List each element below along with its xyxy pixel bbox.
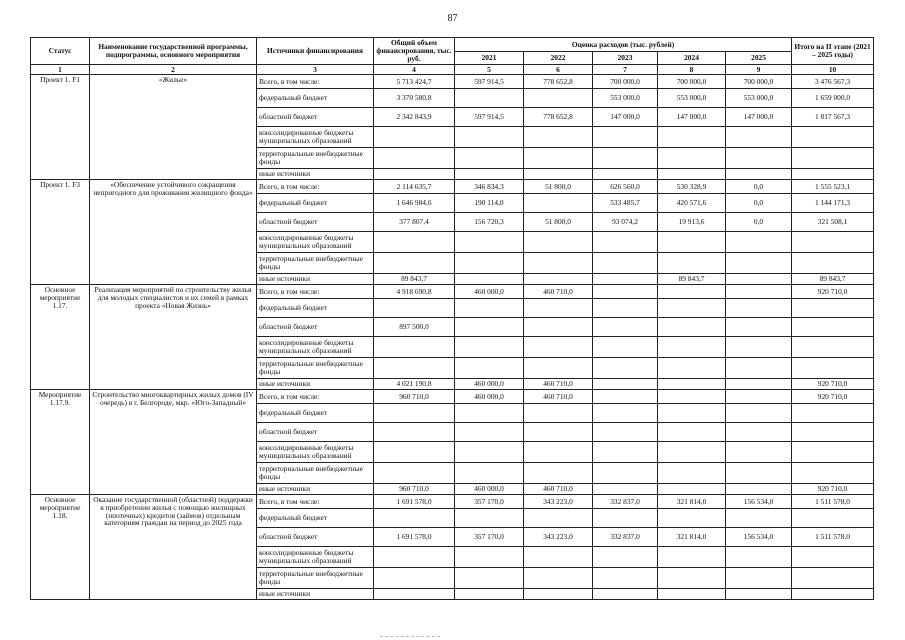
row-status: Основное мероприятие 1.17.	[31, 285, 90, 390]
amount-cell: 553 000,0	[593, 89, 658, 108]
funding-source: иные источники	[257, 274, 374, 285]
funding-source: консолидированные бюджеты муниципальных образований	[257, 127, 374, 148]
amount-cell: 2 342 843,9	[374, 108, 455, 127]
amount-cell	[593, 274, 658, 285]
amount-cell	[658, 232, 726, 253]
amount-cell	[524, 547, 593, 568]
amount-cell	[455, 318, 524, 337]
amount-cell	[524, 358, 593, 379]
amount-cell	[726, 274, 792, 285]
table-row	[31, 75, 874, 89]
funding-source: федеральный бюджет	[257, 299, 374, 318]
amount-cell: 897 500,0	[374, 318, 455, 337]
row-status: Мероприятие 1.17.9.	[31, 390, 90, 495]
amount-cell: 19 913,6	[658, 213, 726, 232]
amount-cell: 920 710,0	[792, 379, 874, 390]
header-year: 2021	[455, 52, 524, 65]
amount-cell	[524, 274, 593, 285]
amount-cell	[792, 148, 874, 169]
amount-cell: 700 000,0	[726, 75, 792, 89]
amount-cell: 460 710,0	[524, 390, 593, 404]
table-row	[31, 180, 874, 194]
funding-source: Всего, в том числе:	[257, 75, 374, 89]
column-number: 8	[658, 65, 726, 75]
amount-cell	[593, 318, 658, 337]
funding-source: Всего, в том числе:	[257, 495, 374, 509]
amount-cell	[792, 568, 874, 589]
funding-source: областной бюджет	[257, 423, 374, 442]
amount-cell	[374, 169, 455, 180]
funding-source: Всего, в том числе:	[257, 390, 374, 404]
amount-cell	[726, 442, 792, 463]
header-estimate: Оценка расходов (тыс. рублей)	[455, 38, 792, 52]
amount-cell	[658, 148, 726, 169]
column-number: 7	[593, 65, 658, 75]
amount-cell: 460 710,0	[524, 285, 593, 299]
amount-cell	[726, 299, 792, 318]
amount-cell: 190 114,0	[455, 194, 524, 213]
amount-cell: 1 691 578,0	[374, 495, 455, 509]
funding-source: консолидированные бюджеты муниципальных образований	[257, 337, 374, 358]
funding-source: иные источники	[257, 589, 374, 600]
amount-cell	[524, 148, 593, 169]
header-sources: Источники финансирования	[257, 38, 374, 65]
amount-cell: 343 223,0	[524, 528, 593, 547]
amount-cell: 700 000,0	[658, 75, 726, 89]
amount-cell	[374, 589, 455, 600]
amount-cell	[792, 169, 874, 180]
amount-cell: 4 918 690,8	[374, 285, 455, 299]
table-row	[31, 285, 874, 299]
amount-cell	[726, 337, 792, 358]
amount-cell: 1 555 523,1	[792, 180, 874, 194]
amount-cell	[374, 463, 455, 484]
funding-source: федеральный бюджет	[257, 509, 374, 528]
amount-cell	[593, 148, 658, 169]
amount-cell: 332 837,0	[593, 495, 658, 509]
amount-cell	[726, 285, 792, 299]
amount-cell	[792, 547, 874, 568]
amount-cell	[658, 509, 726, 528]
amount-cell	[658, 547, 726, 568]
amount-cell	[726, 463, 792, 484]
amount-cell	[658, 463, 726, 484]
amount-cell: 920 710,0	[792, 484, 874, 495]
amount-cell	[593, 299, 658, 318]
amount-cell	[593, 589, 658, 600]
amount-cell	[726, 379, 792, 390]
amount-cell	[792, 404, 874, 423]
amount-cell: 1 659 000,0	[792, 89, 874, 108]
amount-cell: 960 710,0	[374, 484, 455, 495]
amount-cell	[658, 253, 726, 274]
column-number: 10	[792, 65, 874, 75]
amount-cell: 93 074,2	[593, 213, 658, 232]
amount-cell	[658, 390, 726, 404]
amount-cell	[524, 232, 593, 253]
amount-cell: 321 814,0	[658, 495, 726, 509]
amount-cell: 626 560,0	[593, 180, 658, 194]
funding-source: территориальные внебюджетные фонды	[257, 463, 374, 484]
amount-cell: 3 370 580,8	[374, 89, 455, 108]
amount-cell: 1 144 171,3	[792, 194, 874, 213]
amount-cell: 89 843,7	[658, 274, 726, 285]
amount-cell	[726, 589, 792, 600]
amount-cell: 920 710,0	[792, 285, 874, 299]
funding-source: территориальные внебюджетные фонды	[257, 253, 374, 274]
amount-cell	[792, 127, 874, 148]
column-number: 9	[726, 65, 792, 75]
amount-cell	[374, 127, 455, 148]
amount-cell	[593, 253, 658, 274]
amount-cell	[455, 127, 524, 148]
amount-cell: 778 652,8	[524, 75, 593, 89]
column-number-row	[31, 65, 874, 75]
amount-cell	[524, 299, 593, 318]
funding-source: областной бюджет	[257, 528, 374, 547]
amount-cell	[374, 337, 455, 358]
amount-cell	[374, 423, 455, 442]
funding-source: областной бюджет	[257, 213, 374, 232]
table-row	[31, 495, 874, 509]
amount-cell	[658, 379, 726, 390]
amount-cell: 700 000,0	[593, 75, 658, 89]
amount-cell: 0,0	[726, 194, 792, 213]
row-program-name: Оказание государственной (областной) поддержки в приобретении жилья с помощью жилищных (ипотечных) кредитов (займов) отдельным категориям граждан на период до 2025 года	[90, 495, 257, 600]
amount-cell: 778 652,8	[524, 108, 593, 127]
funding-source: территориальные внебюджетные фонды	[257, 358, 374, 379]
amount-cell	[792, 423, 874, 442]
amount-cell	[658, 484, 726, 495]
row-status: Проект 1. F1	[31, 75, 90, 180]
amount-cell	[455, 299, 524, 318]
amount-cell	[524, 169, 593, 180]
amount-cell: 51 800,0	[524, 180, 593, 194]
amount-cell	[593, 390, 658, 404]
amount-cell	[455, 148, 524, 169]
amount-cell: 89 843,7	[374, 274, 455, 285]
header-year: 2025	[726, 52, 792, 65]
amount-cell: 920 710,0	[792, 390, 874, 404]
header-name: Наименование государственной программы, подпрограммы, основного мероприятия	[90, 38, 257, 65]
amount-cell	[524, 463, 593, 484]
table-row	[31, 390, 874, 404]
amount-cell: 147 000,0	[593, 108, 658, 127]
amount-cell: 597 914,5	[455, 75, 524, 89]
amount-cell	[726, 358, 792, 379]
amount-cell	[524, 589, 593, 600]
table-body	[31, 75, 874, 600]
header-total: Общий объем финансирования, тыс. руб.	[374, 38, 455, 65]
column-number: 6	[524, 65, 593, 75]
amount-cell	[374, 509, 455, 528]
amount-cell: 1 646 984,6	[374, 194, 455, 213]
amount-cell	[455, 547, 524, 568]
amount-cell: 597 914,5	[455, 108, 524, 127]
funding-source: Всего, в том числе:	[257, 180, 374, 194]
amount-cell	[792, 442, 874, 463]
amount-cell	[792, 358, 874, 379]
amount-cell	[455, 358, 524, 379]
amount-cell: 1 691 578,0	[374, 528, 455, 547]
amount-cell	[658, 358, 726, 379]
row-program-name: Строительство многоквартирных жилых домов (IV очередь) в г. Белгороде, мкр. «Юго-Западный»	[90, 390, 257, 495]
amount-cell	[374, 253, 455, 274]
amount-cell	[455, 169, 524, 180]
amount-cell	[593, 358, 658, 379]
amount-cell: 357 170,0	[455, 528, 524, 547]
amount-cell	[658, 318, 726, 337]
amount-cell: 2 114 635,7	[374, 180, 455, 194]
header-year: 2024	[658, 52, 726, 65]
amount-cell	[374, 299, 455, 318]
amount-cell	[726, 390, 792, 404]
amount-cell	[792, 232, 874, 253]
amount-cell	[524, 194, 593, 213]
amount-cell	[726, 127, 792, 148]
funding-source: федеральный бюджет	[257, 194, 374, 213]
amount-cell: 332 837,0	[593, 528, 658, 547]
amount-cell	[726, 148, 792, 169]
amount-cell	[374, 358, 455, 379]
amount-cell	[792, 509, 874, 528]
row-status: Проект 1. F3	[31, 180, 90, 285]
amount-cell	[593, 379, 658, 390]
amount-cell: 156 534,0	[726, 495, 792, 509]
header-stage-total: Итого на II этапе (2021 – 2025 годы)	[792, 38, 874, 65]
amount-cell: 51 800,0	[524, 213, 593, 232]
amount-cell: 553 000,0	[726, 89, 792, 108]
amount-cell	[593, 484, 658, 495]
amount-cell	[374, 404, 455, 423]
funding-source: областной бюджет	[257, 108, 374, 127]
amount-cell	[455, 442, 524, 463]
amount-cell	[726, 509, 792, 528]
amount-cell	[374, 547, 455, 568]
amount-cell	[524, 423, 593, 442]
amount-cell: 156 534,0	[726, 528, 792, 547]
amount-cell	[524, 253, 593, 274]
amount-cell	[726, 169, 792, 180]
amount-cell	[455, 253, 524, 274]
amount-cell: 530 328,9	[658, 180, 726, 194]
bottom-divider	[380, 636, 440, 638]
amount-cell	[455, 404, 524, 423]
amount-cell: 533 485,7	[593, 194, 658, 213]
funding-source: федеральный бюджет	[257, 89, 374, 108]
amount-cell: 0,0	[726, 180, 792, 194]
amount-cell	[593, 547, 658, 568]
amount-cell	[658, 299, 726, 318]
funding-source: иные источники	[257, 169, 374, 180]
header-year: 2022	[524, 52, 593, 65]
amount-cell	[726, 423, 792, 442]
funding-source: консолидированные бюджеты муниципальных образований	[257, 232, 374, 253]
amount-cell: 1 511 578,0	[792, 528, 874, 547]
amount-cell	[792, 318, 874, 337]
column-number: 1	[31, 65, 90, 75]
amount-cell	[455, 89, 524, 108]
amount-cell	[792, 589, 874, 600]
amount-cell: 147 000,0	[658, 108, 726, 127]
amount-cell	[455, 509, 524, 528]
amount-cell	[658, 589, 726, 600]
amount-cell	[374, 442, 455, 463]
amount-cell: 960 710,0	[374, 390, 455, 404]
amount-cell	[726, 484, 792, 495]
amount-cell	[593, 463, 658, 484]
column-number: 5	[455, 65, 524, 75]
amount-cell	[593, 442, 658, 463]
amount-cell	[792, 337, 874, 358]
amount-cell	[524, 89, 593, 108]
amount-cell	[593, 423, 658, 442]
amount-cell	[455, 463, 524, 484]
amount-cell	[593, 232, 658, 253]
amount-cell	[726, 232, 792, 253]
amount-cell	[792, 463, 874, 484]
funding-source: консолидированные бюджеты муниципальных образований	[257, 547, 374, 568]
amount-cell	[374, 232, 455, 253]
amount-cell: 460 000,0	[455, 484, 524, 495]
amount-cell	[524, 127, 593, 148]
amount-cell: 156 720,3	[455, 213, 524, 232]
column-number: 4	[374, 65, 455, 75]
amount-cell: 460 000,0	[455, 390, 524, 404]
amount-cell	[524, 509, 593, 528]
amount-cell	[374, 568, 455, 589]
amount-cell: 377 807,4	[374, 213, 455, 232]
amount-cell: 343 223,0	[524, 495, 593, 509]
amount-cell: 553 000,0	[658, 89, 726, 108]
page-number: 87	[447, 13, 458, 24]
amount-cell: 460 710,0	[524, 484, 593, 495]
amount-cell: 460 000,0	[455, 285, 524, 299]
amount-cell	[593, 404, 658, 423]
column-number: 3	[257, 65, 374, 75]
amount-cell: 147 000,0	[726, 108, 792, 127]
amount-cell	[593, 285, 658, 299]
budget-table	[30, 37, 874, 600]
amount-cell	[792, 253, 874, 274]
row-program-name: Реализация мероприятий по строительству жилья для молодых специалистов и их семей в рамках проекта «Новая Жизнь»	[90, 285, 257, 390]
amount-cell: 460 000,0	[455, 379, 524, 390]
amount-cell	[374, 148, 455, 169]
amount-cell	[792, 299, 874, 318]
amount-cell: 460 710,0	[524, 379, 593, 390]
amount-cell: 4 021 190,8	[374, 379, 455, 390]
amount-cell	[455, 423, 524, 442]
funding-source: иные источники	[257, 484, 374, 495]
row-program-name: «Жилье»	[90, 75, 257, 180]
amount-cell: 89 843,7	[792, 274, 874, 285]
funding-source: областной бюджет	[257, 318, 374, 337]
amount-cell: 346 834,3	[455, 180, 524, 194]
amount-cell	[658, 442, 726, 463]
amount-cell	[658, 169, 726, 180]
amount-cell	[593, 127, 658, 148]
amount-cell	[726, 568, 792, 589]
amount-cell	[455, 274, 524, 285]
funding-source: федеральный бюджет	[257, 404, 374, 423]
amount-cell	[524, 568, 593, 589]
amount-cell: 1 511 578,0	[792, 495, 874, 509]
amount-cell	[658, 423, 726, 442]
header-year: 2023	[593, 52, 658, 65]
amount-cell	[455, 337, 524, 358]
amount-cell	[593, 337, 658, 358]
amount-cell	[524, 442, 593, 463]
column-number: 2	[90, 65, 257, 75]
amount-cell	[455, 232, 524, 253]
amount-cell	[593, 509, 658, 528]
amount-cell	[726, 404, 792, 423]
amount-cell	[524, 318, 593, 337]
funding-source: консолидированные бюджеты муниципальных образований	[257, 442, 374, 463]
amount-cell	[524, 337, 593, 358]
funding-source: территориальные внебюджетные фонды	[257, 148, 374, 169]
amount-cell	[455, 568, 524, 589]
amount-cell: 357 170,0	[455, 495, 524, 509]
funding-source: иные источники	[257, 379, 374, 390]
amount-cell: 321 814,0	[658, 528, 726, 547]
amount-cell	[658, 568, 726, 589]
amount-cell	[658, 337, 726, 358]
funding-source: Всего, в том числе:	[257, 285, 374, 299]
amount-cell: 0,0	[726, 213, 792, 232]
amount-cell	[593, 568, 658, 589]
amount-cell: 1 817 567,3	[792, 108, 874, 127]
amount-cell	[524, 404, 593, 423]
header-status: Статус	[31, 38, 90, 65]
amount-cell: 5 713 424,7	[374, 75, 455, 89]
amount-cell	[726, 318, 792, 337]
amount-cell: 420 571,6	[658, 194, 726, 213]
amount-cell	[455, 589, 524, 600]
amount-cell	[726, 547, 792, 568]
amount-cell	[658, 127, 726, 148]
amount-cell	[658, 285, 726, 299]
amount-cell: 3 476 567,3	[792, 75, 874, 89]
amount-cell	[593, 169, 658, 180]
funding-source: территориальные внебюджетные фонды	[257, 568, 374, 589]
amount-cell: 321 508,1	[792, 213, 874, 232]
amount-cell	[726, 253, 792, 274]
row-status: Основное мероприятие 1.18.	[31, 495, 90, 600]
amount-cell	[658, 404, 726, 423]
row-program-name: «Обеспечение устойчивого сокращения непригодного для проживания жилищного фонда»	[90, 180, 257, 285]
